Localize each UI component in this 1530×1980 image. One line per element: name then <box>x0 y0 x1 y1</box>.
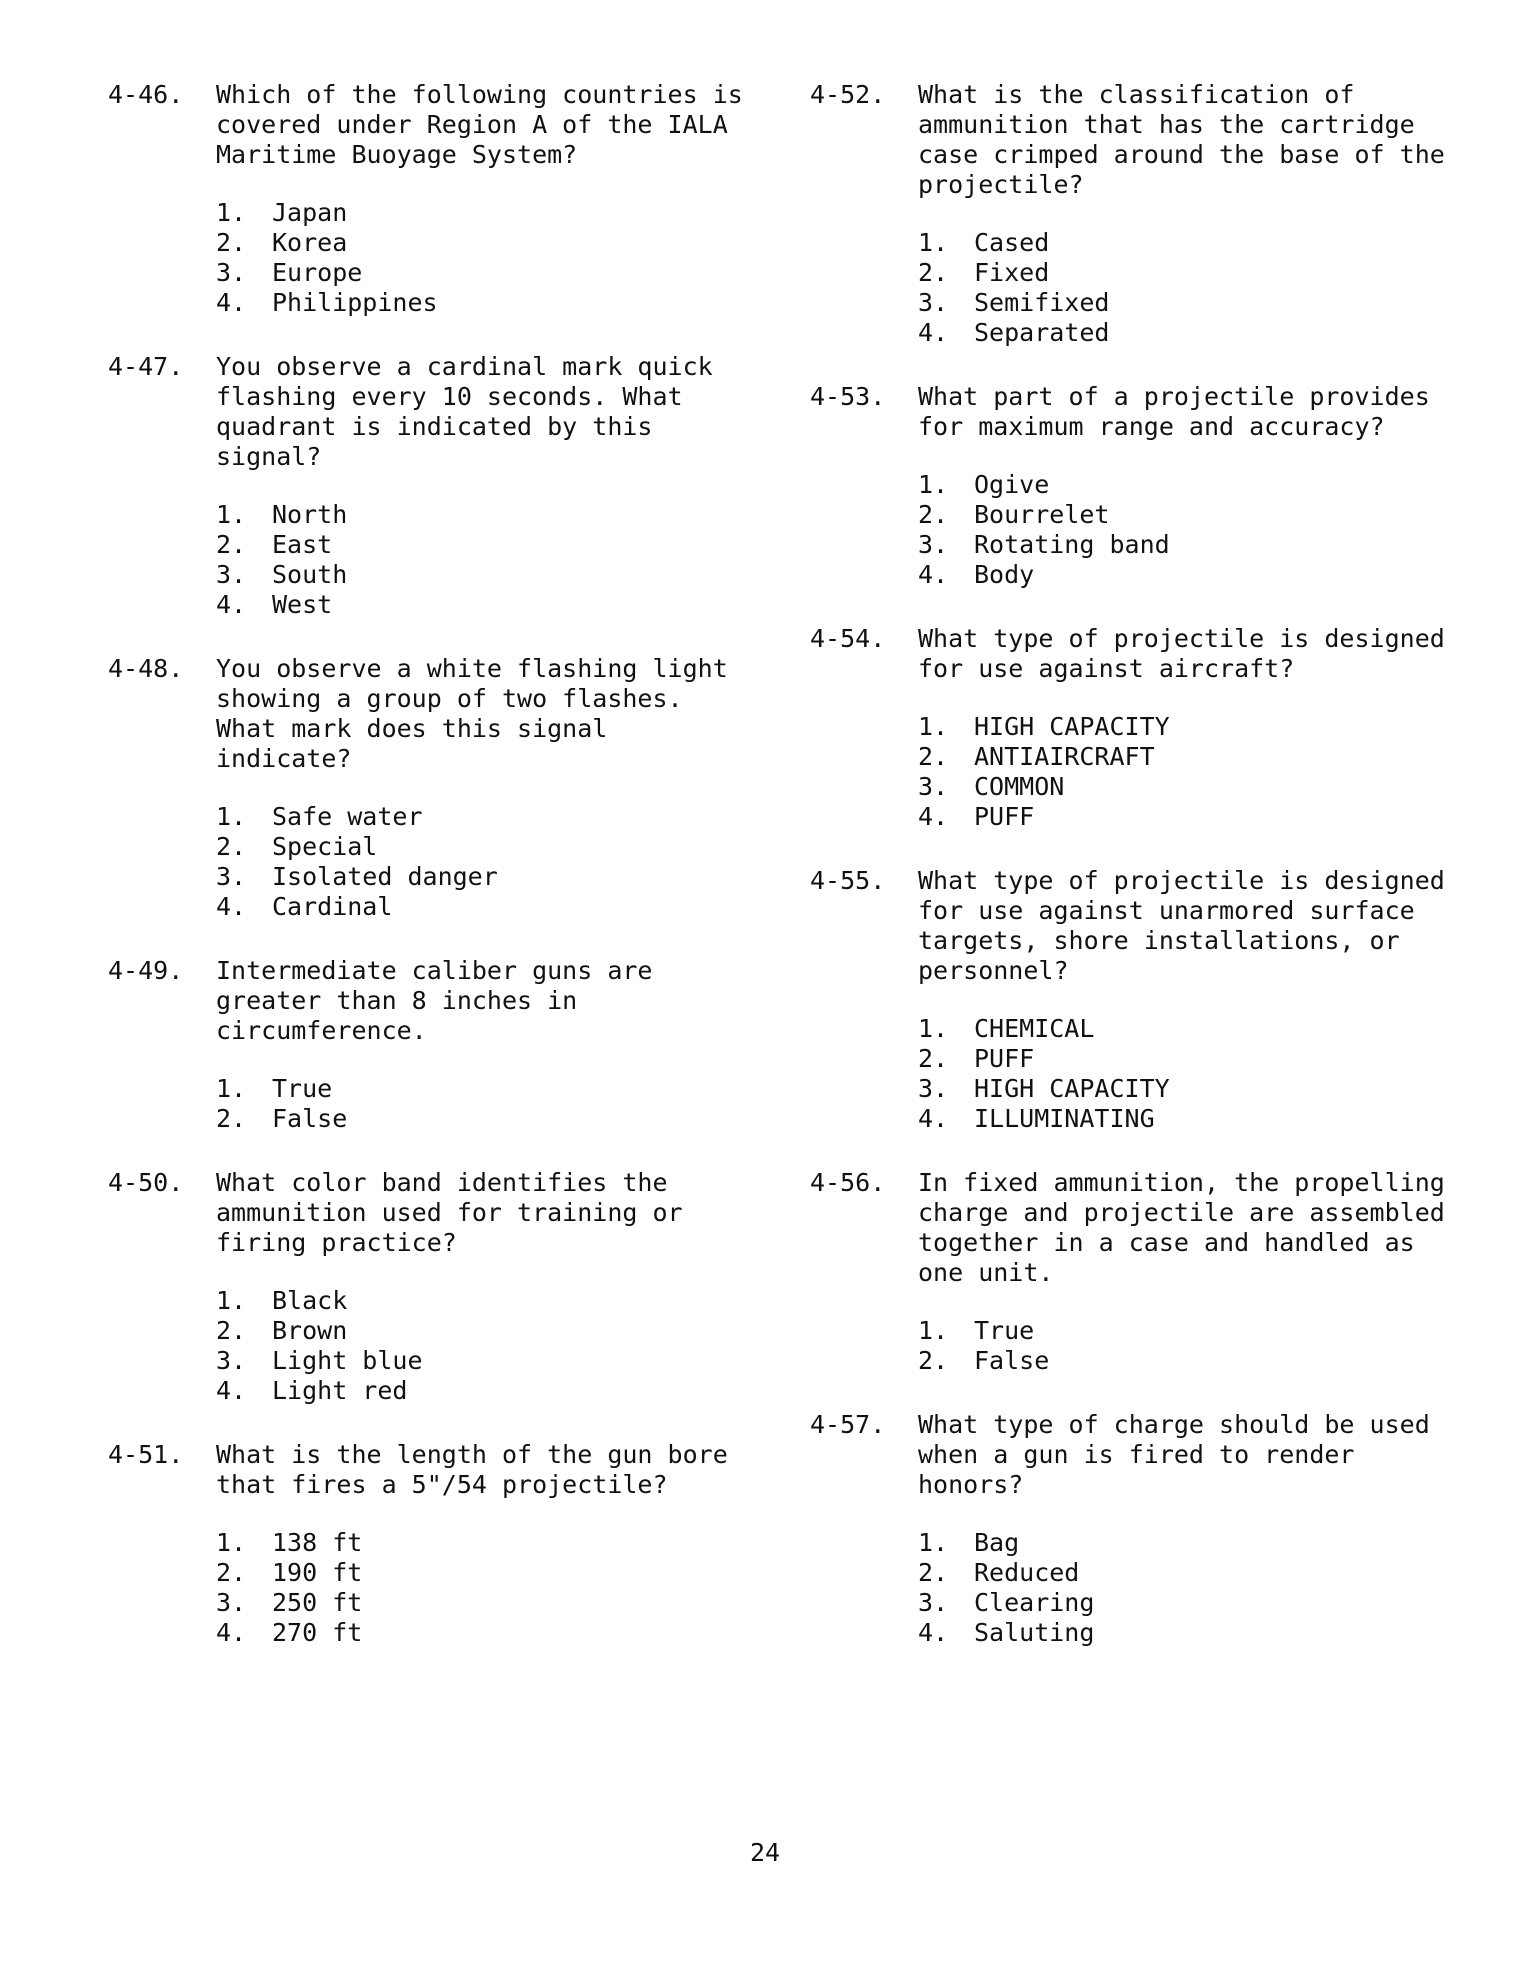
question-4-50 <box>108 1168 748 1406</box>
option-number: 3. <box>918 530 949 559</box>
option-text: ILLUMINATING <box>974 1104 1155 1133</box>
answer-option <box>918 1528 1450 1558</box>
option-text: North <box>272 500 348 529</box>
option-text: HIGH CAPACITY <box>974 1074 1170 1103</box>
option-text: Europe <box>272 258 363 287</box>
question-number: 4-54. <box>810 624 886 653</box>
option-number: 1. <box>216 198 247 227</box>
answer-option <box>216 198 748 228</box>
answer-option <box>216 228 748 258</box>
answer-options <box>810 1316 1450 1376</box>
answer-option <box>918 1014 1450 1044</box>
option-text: Cardinal <box>272 892 393 921</box>
option-number: 1. <box>918 1014 949 1043</box>
question-4-47 <box>108 352 748 620</box>
answer-option <box>216 1376 748 1406</box>
answer-option <box>216 1528 748 1558</box>
answer-option <box>216 590 748 620</box>
answer-options <box>108 500 748 620</box>
option-text: Saluting <box>974 1618 1095 1647</box>
option-text: 270 ft <box>272 1618 363 1647</box>
question-number: 4-48. <box>108 654 184 683</box>
option-number: 3. <box>918 1588 949 1617</box>
question-text: What type of charge should be used when a gun is fired to render honors? <box>918 1410 1430 1499</box>
option-text: Philippines <box>272 288 438 317</box>
answer-option <box>918 288 1450 318</box>
question-text: You observe a cardinal mark quick flashing every 10 seconds. What quadrant is indicated by this signal? <box>216 352 713 471</box>
option-number: 3. <box>918 288 949 317</box>
option-number: 2. <box>216 530 247 559</box>
question-number: 4-50. <box>108 1168 184 1197</box>
answer-option <box>918 742 1450 772</box>
answer-option <box>918 1346 1450 1376</box>
answer-options <box>108 1074 748 1134</box>
answer-option <box>216 802 748 832</box>
option-number: 1. <box>216 500 247 529</box>
option-number: 1. <box>918 1528 949 1557</box>
question-head <box>810 624 1450 684</box>
question-number: 4-47. <box>108 352 184 381</box>
question-text: In fixed ammunition, the propelling charge and projectile are assembled together in a case and handled as one unit. <box>918 1168 1445 1287</box>
question-4-48 <box>108 654 748 922</box>
answer-options <box>108 1286 748 1406</box>
option-number: 3. <box>216 1588 247 1617</box>
question-number: 4-46. <box>108 80 184 109</box>
option-number: 1. <box>216 1286 247 1315</box>
question-head <box>108 956 748 1046</box>
option-text: Korea <box>272 228 348 257</box>
question-number: 4-51. <box>108 1440 184 1469</box>
answer-option <box>918 1618 1450 1648</box>
answer-option <box>918 470 1450 500</box>
question-head <box>810 1410 1450 1500</box>
option-text: Black <box>272 1286 348 1315</box>
answer-option <box>918 1316 1450 1346</box>
option-text: 190 ft <box>272 1558 363 1587</box>
answer-option <box>216 258 748 288</box>
option-text: COMMON <box>974 772 1065 801</box>
question-text: What is the length of the gun bore that fires a 5"/54 projectile? <box>216 1440 728 1499</box>
answer-option <box>216 1558 748 1588</box>
answer-options <box>108 1528 748 1648</box>
answer-option <box>216 1618 748 1648</box>
question-head <box>108 654 748 774</box>
option-number: 3. <box>216 560 247 589</box>
option-number: 4. <box>216 590 247 619</box>
answer-option <box>918 228 1450 258</box>
option-text: Separated <box>974 318 1110 347</box>
option-text: HIGH CAPACITY <box>974 712 1170 741</box>
option-text: Semifixed <box>974 288 1110 317</box>
question-number: 4-53. <box>810 382 886 411</box>
answer-option <box>918 772 1450 802</box>
answer-option <box>216 530 748 560</box>
answer-options <box>810 1528 1450 1648</box>
option-number: 2. <box>216 832 247 861</box>
question-head <box>108 352 748 472</box>
answer-option <box>918 318 1450 348</box>
answer-option <box>216 1316 748 1346</box>
answer-option <box>918 712 1450 742</box>
option-text: CHEMICAL <box>974 1014 1095 1043</box>
option-text: Body <box>974 560 1035 589</box>
question-4-57 <box>810 1410 1450 1648</box>
option-number: 3. <box>216 862 247 891</box>
option-text: Safe water <box>272 802 423 831</box>
option-text: Special <box>272 832 378 861</box>
option-text: West <box>272 590 333 619</box>
answer-option <box>216 892 748 922</box>
option-number: 4. <box>918 560 949 589</box>
option-number: 4. <box>918 318 949 347</box>
option-text: True <box>272 1074 333 1103</box>
answer-option <box>918 258 1450 288</box>
option-text: False <box>272 1104 348 1133</box>
option-number: 1. <box>918 470 949 499</box>
option-number: 2. <box>918 1346 949 1375</box>
answer-option <box>216 500 748 530</box>
question-4-52 <box>810 80 1450 348</box>
answer-options <box>810 712 1450 832</box>
answer-options <box>810 1014 1450 1134</box>
option-text: PUFF <box>974 1044 1035 1073</box>
question-number: 4-56. <box>810 1168 886 1197</box>
option-number: 4. <box>216 288 247 317</box>
option-number: 2. <box>216 1316 247 1345</box>
option-number: 3. <box>216 1346 247 1375</box>
answer-option <box>918 802 1450 832</box>
option-text: Brown <box>272 1316 348 1345</box>
answer-option <box>216 560 748 590</box>
option-number: 1. <box>918 228 949 257</box>
answer-option <box>216 1286 748 1316</box>
option-text: 138 ft <box>272 1528 363 1557</box>
answer-options <box>108 198 748 318</box>
answer-option <box>918 1558 1450 1588</box>
option-text: Light red <box>272 1376 408 1405</box>
option-text: Rotating band <box>974 530 1170 559</box>
question-number: 4-57. <box>810 1410 886 1439</box>
question-4-55 <box>810 866 1450 1134</box>
question-head <box>810 1168 1450 1288</box>
answer-option <box>918 1044 1450 1074</box>
left-column <box>108 80 748 1682</box>
question-text: What color band identifies the ammunition used for training or firing practice? <box>216 1168 683 1257</box>
option-number: 1. <box>216 802 247 831</box>
question-4-46 <box>108 80 748 318</box>
question-head <box>810 80 1450 200</box>
answer-option <box>918 560 1450 590</box>
option-number: 1. <box>918 712 949 741</box>
option-number: 3. <box>918 1074 949 1103</box>
option-text: Bag <box>974 1528 1020 1557</box>
answer-option <box>918 1104 1450 1134</box>
option-number: 4. <box>918 1618 949 1647</box>
option-number: 2. <box>216 1558 247 1587</box>
option-number: 4. <box>918 1104 949 1133</box>
question-text: Intermediate caliber guns are greater than 8 inches in circumference. <box>216 956 653 1045</box>
answer-option <box>216 1074 748 1104</box>
option-number: 2. <box>216 1104 247 1133</box>
option-text: 250 ft <box>272 1588 363 1617</box>
question-text: What type of projectile is designed for use against aircraft? <box>918 624 1445 683</box>
page-number: 24 <box>749 1838 781 1867</box>
question-head <box>108 1168 748 1258</box>
answer-option <box>216 1588 748 1618</box>
question-number: 4-52. <box>810 80 886 109</box>
option-text: False <box>974 1346 1050 1375</box>
question-4-49 <box>108 956 748 1134</box>
option-number: 3. <box>918 772 949 801</box>
answer-option <box>216 1104 748 1134</box>
right-column <box>810 80 1450 1682</box>
option-text: PUFF <box>974 802 1035 831</box>
option-text: ANTIAIRCRAFT <box>974 742 1155 771</box>
option-text: South <box>272 560 348 589</box>
answer-options <box>810 470 1450 590</box>
question-text: What type of projectile is designed for use against unarmored surface targets, shore installations, or personnel? <box>918 866 1445 985</box>
option-number: 2. <box>918 1558 949 1587</box>
question-head <box>108 1440 748 1500</box>
option-number: 1. <box>918 1316 949 1345</box>
question-4-53 <box>810 382 1450 590</box>
question-head <box>108 80 748 170</box>
question-number: 4-49. <box>108 956 184 985</box>
answer-option <box>918 530 1450 560</box>
question-4-56 <box>810 1168 1450 1376</box>
question-head <box>810 866 1450 986</box>
option-number: 4. <box>216 892 247 921</box>
question-text: Which of the following countries is covered under Region A of the IALA Maritime Buoyage System? <box>216 80 743 169</box>
question-head <box>810 382 1450 442</box>
option-text: Cased <box>974 228 1050 257</box>
option-number: 2. <box>918 1044 949 1073</box>
option-number: 4. <box>216 1376 247 1405</box>
option-number: 2. <box>216 228 247 257</box>
question-number: 4-55. <box>810 866 886 895</box>
option-number: 2. <box>918 500 949 529</box>
answer-option <box>216 1346 748 1376</box>
question-4-54 <box>810 624 1450 832</box>
answer-options <box>108 802 748 922</box>
option-text: Clearing <box>974 1588 1095 1617</box>
answer-options <box>810 228 1450 348</box>
answer-option <box>216 862 748 892</box>
option-text: East <box>272 530 333 559</box>
answer-option <box>216 288 748 318</box>
option-number: 4. <box>918 802 949 831</box>
option-number: 3. <box>216 258 247 287</box>
answer-option <box>918 1588 1450 1618</box>
option-text: Japan <box>272 198 348 227</box>
option-number: 1. <box>216 1528 247 1557</box>
option-text: Isolated danger <box>272 862 498 891</box>
option-number: 4. <box>216 1618 247 1647</box>
answer-option <box>918 500 1450 530</box>
option-text: Bourrelet <box>974 500 1110 529</box>
option-text: Ogive <box>974 470 1050 499</box>
option-text: Fixed <box>974 258 1050 287</box>
question-4-51 <box>108 1440 748 1648</box>
option-text: Reduced <box>974 1558 1080 1587</box>
option-number: 2. <box>918 258 949 287</box>
question-text: What is the classification of ammunition that has the cartridge case crimped around the base of the projectile? <box>918 80 1445 199</box>
answer-option <box>918 1074 1450 1104</box>
answer-option <box>216 832 748 862</box>
option-number: 2. <box>918 742 949 771</box>
question-text: What part of a projectile provides for maximum range and accuracy? <box>918 382 1430 441</box>
option-text: Light blue <box>272 1346 423 1375</box>
option-text: True <box>974 1316 1035 1345</box>
question-text: You observe a white flashing light showing a group of two flashes. What mark does this signal indicate? <box>216 654 728 773</box>
option-number: 1. <box>216 1074 247 1103</box>
